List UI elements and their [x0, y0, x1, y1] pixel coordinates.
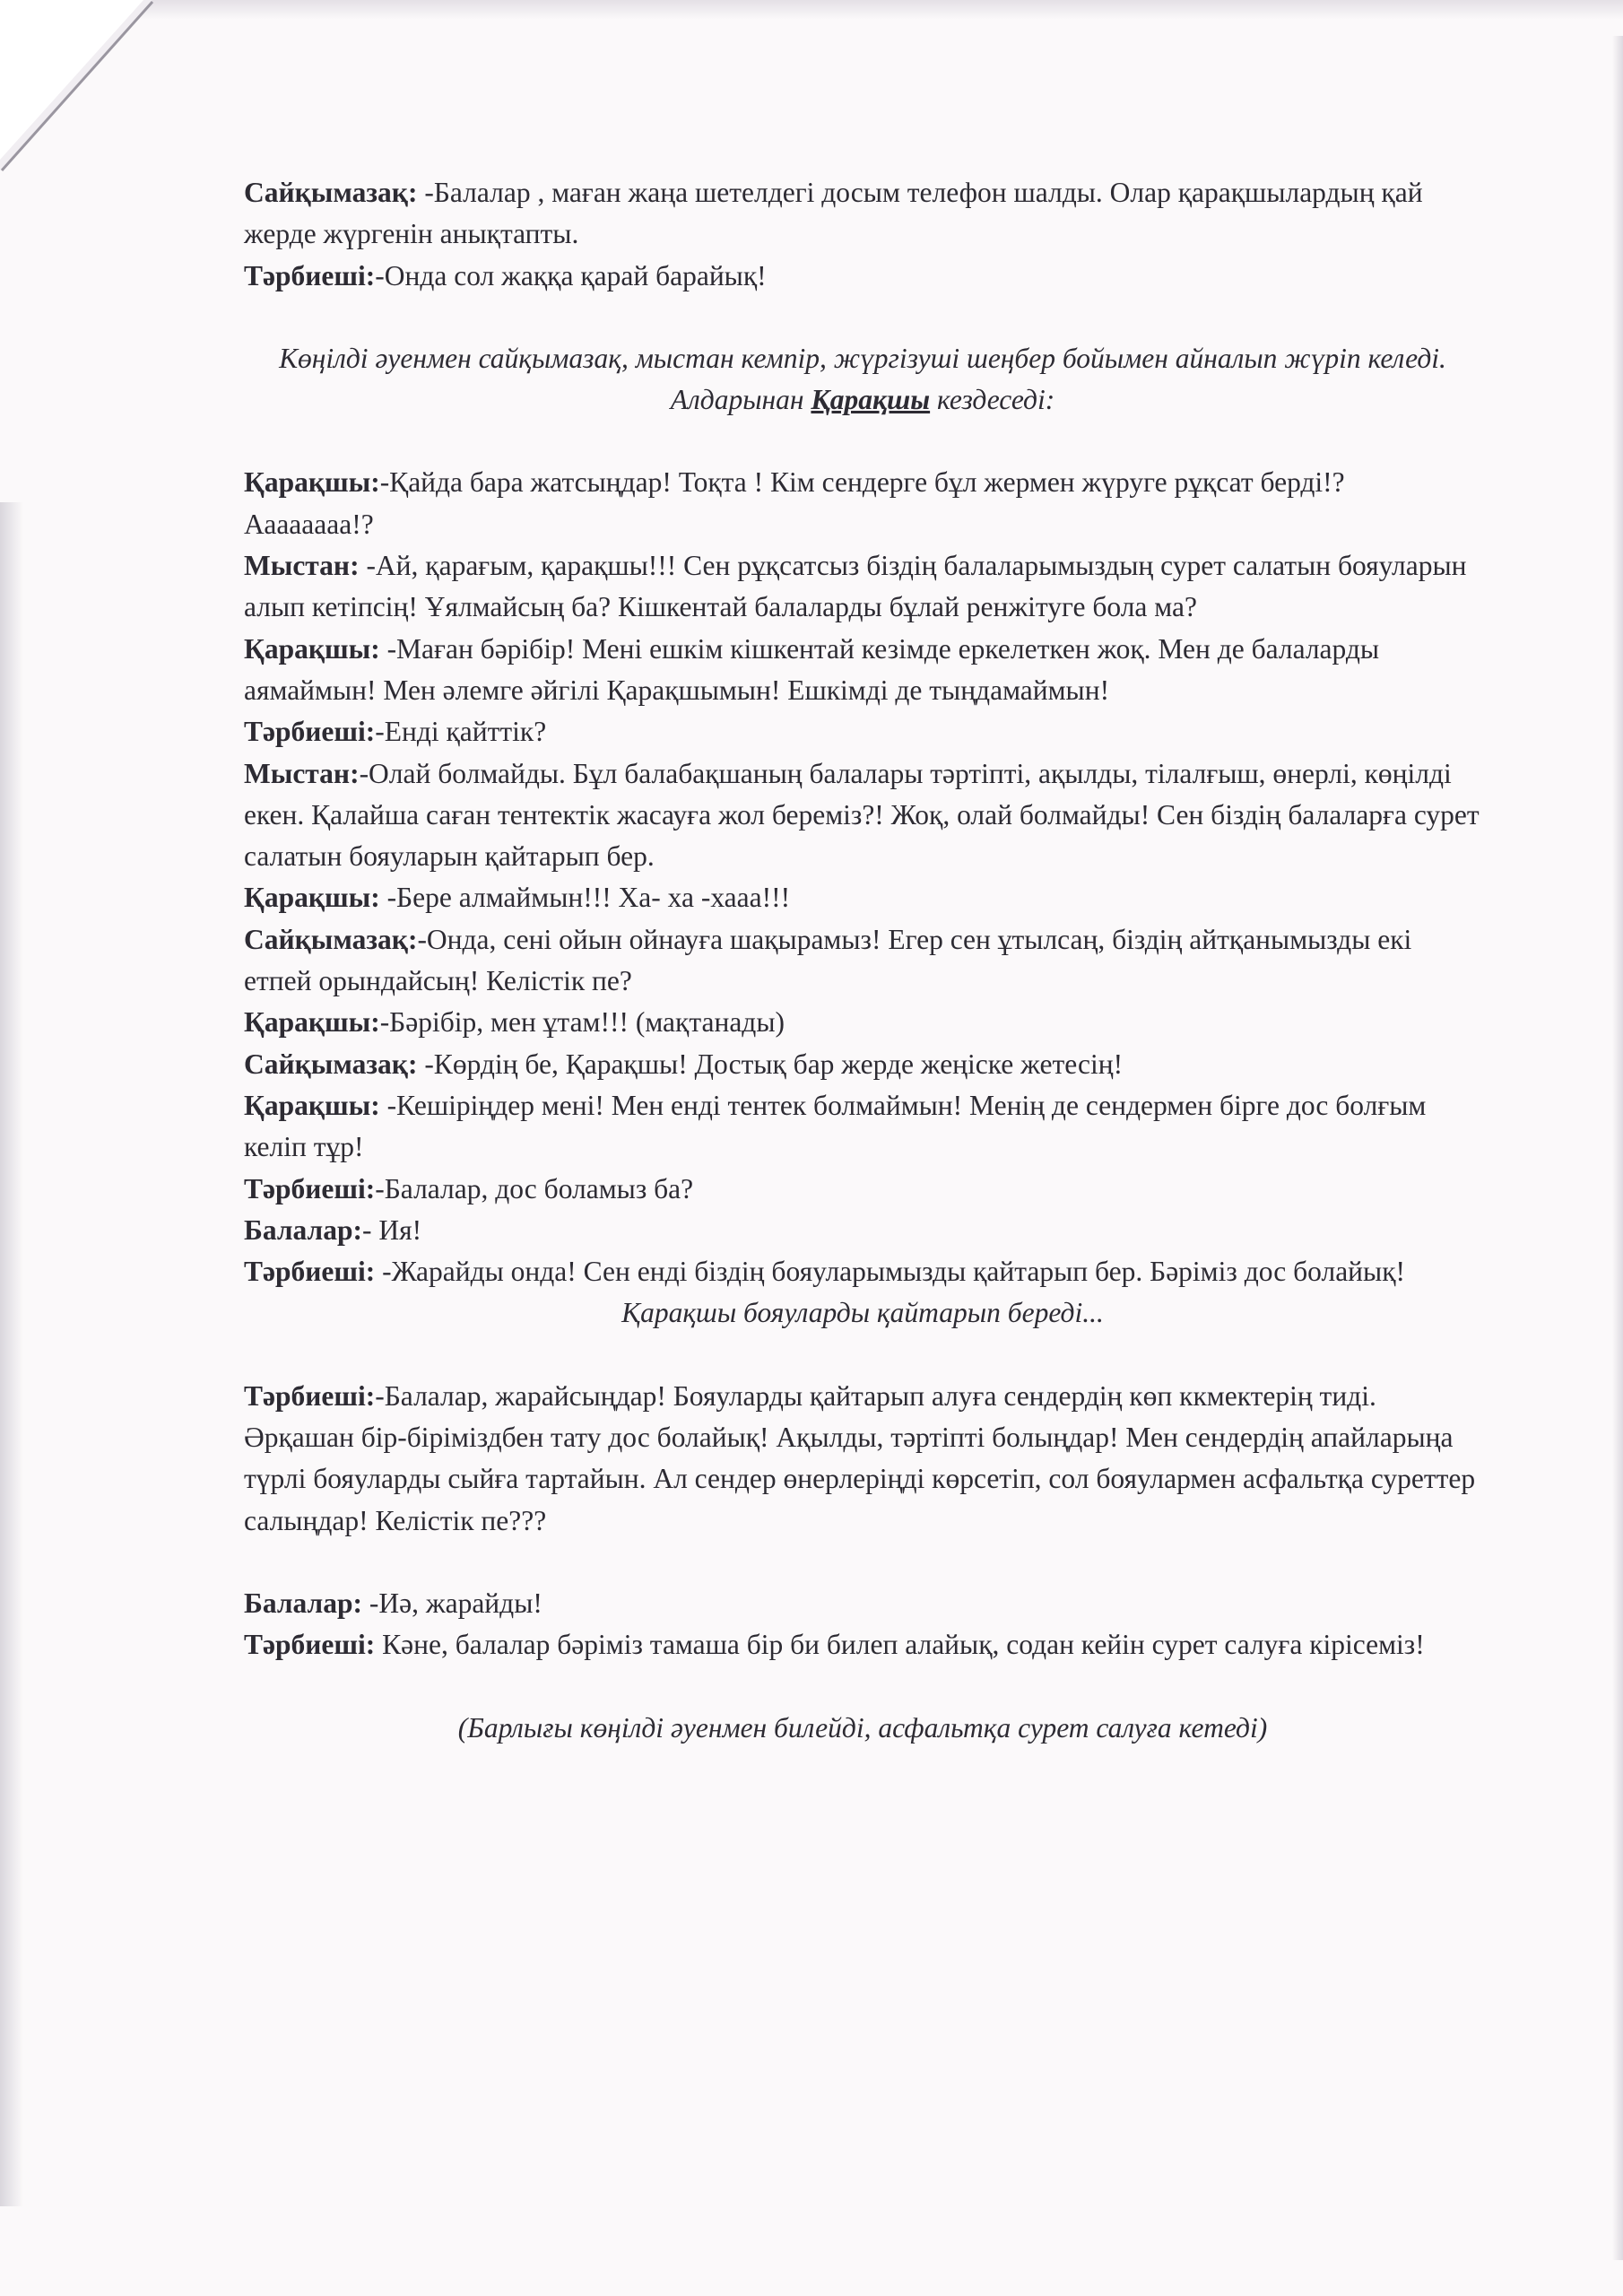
- folded-corner: [0, 0, 179, 179]
- line-text: -Көрдің бе, Қарақшы! Достық бар жерде жеңіске жетесің!: [417, 1048, 1124, 1080]
- line-text: -Балалар, жарайсыңдар! Бояуларды қайтарып алуға сендердің көп ккмектерің тиді. Әрқашан бір-біріміздбен тату дос болайық! Ақылды, тәртіпті болыңдар! Мен сендердің апайларыңа түрлі бояуларды сыйға тартайын. Ал сендер өнерлеріңді көрсетіп, сол бояулармен асфальтқа суреттер салыңдар! Келістік пе???: [244, 1379, 1476, 1536]
- line-text: -Бере алмаймын!!! Ха- ха -хааа!!!: [379, 882, 791, 914]
- speaker-name: Тәрбиеші:: [244, 259, 376, 291]
- line-text: -Қайда бара жатсыңдар! Тоқта ! Кім сендерге бұл жермен жүруге рұқсат берді!? Аааааааа!?: [244, 466, 1345, 540]
- stage-direction: Көңілді әуенмен сайқымазақ, мыстан кемпір, жүргізуші шеңбер бойымен айналып жүріп келеді. Алдарынан Қарақшы кездеседі:: [279, 342, 1446, 416]
- line-text: -Иә, жарайды!: [361, 1587, 542, 1619]
- dialogue-line: [244, 629, 1481, 712]
- character-name: Қарақшы: [811, 384, 931, 416]
- speaker-name: Тәрбиеші:: [244, 716, 376, 748]
- dialogue-line: [244, 1085, 1481, 1169]
- speaker-name: Қарақшы:: [244, 1089, 380, 1121]
- speaker-name: Тәрбиеші:: [244, 1629, 376, 1661]
- speaker-name: Балалар:: [244, 1587, 362, 1619]
- dialogue-line: [244, 172, 1481, 256]
- stage-direction: Қарақшы бояуларды қайтарып береді...: [621, 1297, 1104, 1329]
- dialogue-line: [244, 1044, 1481, 1085]
- dialogue-line: [244, 256, 1481, 297]
- line-text: -Олай болмайды. Бұл балабақшаның балалары тәртіпті, ақылды, тілалғыш, өнерлі, көңілді екен. Қалайша саған тентектік жасауға жол береміз?! Жоқ, олай болмайды! Сен біздің балаларға сурет салатын бояуларын қайтарып бер.: [244, 757, 1480, 873]
- dialogue-line: [244, 1169, 1481, 1210]
- dialogue-line: [244, 1376, 1481, 1542]
- dialogue-line: [244, 1583, 1481, 1624]
- speaker-name: Тәрбиеші:: [244, 1256, 376, 1288]
- dialogue-line: [244, 919, 1481, 1003]
- line-text: -Балалар , маған жаңа шетелдегі досым телефон шалды. Олар қарақшылардың қай жерде жүргенін анықтапты.: [244, 177, 1423, 250]
- speaker-name: Қарақшы:: [244, 632, 380, 665]
- line-text: -Онда, сені ойын ойнауға шақырамыз! Егер сен ұтылсаң, біздің айтқанымызды екі етпей орындайсың! Келістік пе?: [244, 923, 1412, 997]
- scan-right-shadow: [1612, 36, 1623, 2260]
- dialogue-line: [244, 1251, 1481, 1292]
- line-text: -Жарайды онда! Сен енді біздің бояуларымызды қайтарып бер. Бәріміз дос болайық!: [375, 1256, 1405, 1288]
- dialogue-line: [244, 1624, 1481, 1665]
- line-text: -Балалар, дос боламыз ба?: [375, 1172, 694, 1205]
- dialogue-line: [244, 1002, 1481, 1043]
- speaker-name: Қарақшы:: [244, 1006, 380, 1039]
- dialogue-line: [244, 545, 1481, 629]
- script-document: [244, 172, 1481, 1749]
- dialogue-line: [244, 711, 1481, 752]
- line-text: -Енді қайттік?: [375, 716, 547, 748]
- scan-left-shadow: [0, 502, 23, 2206]
- speaker-name: Қарақшы:: [244, 466, 380, 499]
- speaker-name: Тәрбиеші:: [244, 1172, 376, 1205]
- line-text: Кәне, балалар бәріміз тамаша бір би билеп алайық, содан кейін сурет салуға кірісеміз!: [375, 1629, 1425, 1661]
- speaker-name: Балалар:: [244, 1213, 362, 1246]
- line-text: -Ай, қарағым, қарақшы!!! Сен рұқсатсыз біздің балаларымыздың сурет салатын бояуларын алып кетіпсің! Ұялмайсың ба? Кішкентай балаларды бұлай ренжітуге бола ма?: [244, 550, 1467, 623]
- speaker-name: Қарақшы:: [244, 882, 380, 914]
- page-top-edge: [0, 0, 1623, 20]
- speaker-name: Сайқымазақ:: [244, 923, 418, 955]
- speaker-name: Мыстан:: [244, 550, 360, 582]
- speaker-name: Тәрбиеші:: [244, 1379, 376, 1412]
- speaker-name: Мыстан:: [244, 757, 360, 789]
- dialogue-line: [244, 462, 1481, 545]
- stage-direction: (Барлығы көңілді әуенмен билейді, асфальтқа сурет салуға кетеді): [457, 1711, 1268, 1744]
- line-text: -Онда сол жаққа қарай барайық!: [375, 259, 767, 291]
- line-text: -Кешіріңдер мені! Мен енді тентек болмаймын! Менің де сендермен бірге дос болғым келіп тұр!: [244, 1089, 1427, 1163]
- speaker-name: Сайқымазақ:: [244, 177, 418, 208]
- dialogue-line: [244, 877, 1481, 918]
- dialogue-line: [244, 753, 1481, 878]
- line-text: - Ия!: [361, 1213, 422, 1246]
- dialogue-line: [244, 1210, 1481, 1251]
- speaker-name: Сайқымазақ:: [244, 1048, 418, 1080]
- line-text: -Бәрібір, мен ұтам!!! (мақтанады): [379, 1006, 785, 1039]
- line-text: -Маған бәрібір! Мені ешкім кішкентай кезімде еркелеткен жоқ. Мен де балаларды аямаймын! Мен әлемге әйгілі Қарақшымын! Ешкімді де тыңдамаймын!: [244, 632, 1380, 706]
